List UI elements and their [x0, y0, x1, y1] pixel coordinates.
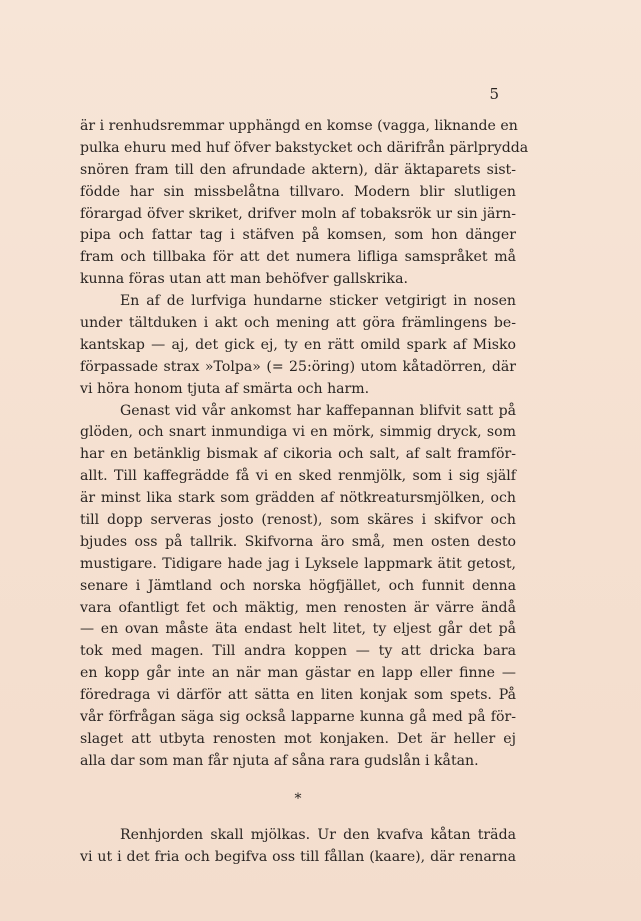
text-line: är i renhudsremmar upphängd en komse (vagga, liknande en — [80, 118, 518, 134]
text-line: kantskap — aj, det gick ej, ty en rätt omild spark af Misko — [80, 336, 516, 353]
text-line: födde har sin missbelåtna tillvaro. Modern blir slutligen — [80, 183, 516, 200]
paragraph-2 — [80, 291, 516, 400]
text-line: En af de lurfviga hundarne sticker vetgirigt in nosen — [120, 293, 516, 310]
text-line: är minst lika stark som grädden af nötkreatursmjölken, och — [80, 490, 516, 507]
text-line: till dopp serveras josto (renost), som skäres i skifvor och — [80, 512, 516, 529]
text-line: fram och tillbaka för att det numera lifliga samspråket må — [80, 249, 516, 266]
text-line: slaget att utbyta renosten mot konjaken. Det är heller ej — [80, 730, 516, 747]
text-line: vara ofantligt fet och mäktig, men renosten är värre ändå — [80, 599, 516, 616]
text-line: tok med magen. Till andra koppen — ty att dricka bara — [80, 643, 516, 660]
text-line: — en ovan måste äta endast helt litet, ty eljest går det på — [80, 621, 516, 638]
paragraph-1 — [80, 116, 529, 291]
text-line: Genast vid vår ankomst har kaffepannan blifvit satt på — [120, 402, 516, 419]
text-line: vi höra honom tjuta af smärta och harm. — [80, 380, 370, 397]
text-line: en kopp går inte an när man gästar en lapp eller finne — — [80, 665, 516, 682]
text-line: pulka ehuru med huf öfver bakstycket och därifrån pärlprydda — [80, 139, 529, 156]
paragraph-4 — [80, 825, 516, 869]
section-separator: * — [294, 790, 302, 807]
text-line: mustigare. Tidigare hade jag i Lyksele lappmark ätit getost, — [80, 555, 516, 572]
text-line: senare i Jämtland och norska högfjället, och funnit denna — [80, 577, 516, 594]
text-line: alla dar som man får njuta af såna rara gudslån i kåtan. — [80, 752, 479, 769]
text-line: förargad öfver skriket, drifver moln af tobaksrök ur sin järn- — [80, 205, 516, 222]
text-line: allt. Till kaffegrädde få vi en sked renmjölk, som i sig själf — [80, 468, 516, 485]
text-line: kunna föras utan att man behöfver gallskrika. — [80, 271, 408, 288]
body-text — [80, 116, 529, 869]
text-line: pipa och fattar tag i stäfven på komsen, som hon dänger — [80, 227, 516, 244]
text-line: vår förfrågan säga sig också lapparne kunna gå med på för- — [80, 709, 516, 726]
text-line: bjudes oss på tallrik. Skifvorna äro små, men osten desto — [80, 533, 516, 550]
text-line: vi ut i det fria och begifva oss till fållan (kaare), där renarna — [80, 848, 516, 865]
text-line: har en betänklig bismak af cikoria och salt, af salt framför- — [80, 446, 516, 463]
text-line: föredraga vi därför att sätta en liten konjak som spets. På — [80, 687, 516, 704]
text-line: under tältduken i akt och mening att göra främlingens be- — [80, 315, 516, 332]
text-line: Renhjorden skall mjölkas. Ur den kvafva kåtan träda — [120, 826, 516, 843]
text-line: förpassade strax »Tolpa» (= 25:öring) utom kåtadörren, där — [80, 358, 516, 375]
text-line: glöden, och snart inmundiga vi en mörk, simmig dryck, som — [80, 424, 516, 441]
paragraph-3 — [80, 401, 516, 773]
text-line: snören fram till den afrundade aktern), där äktaparets sist- — [80, 161, 516, 178]
page-number: 5 — [489, 85, 499, 103]
